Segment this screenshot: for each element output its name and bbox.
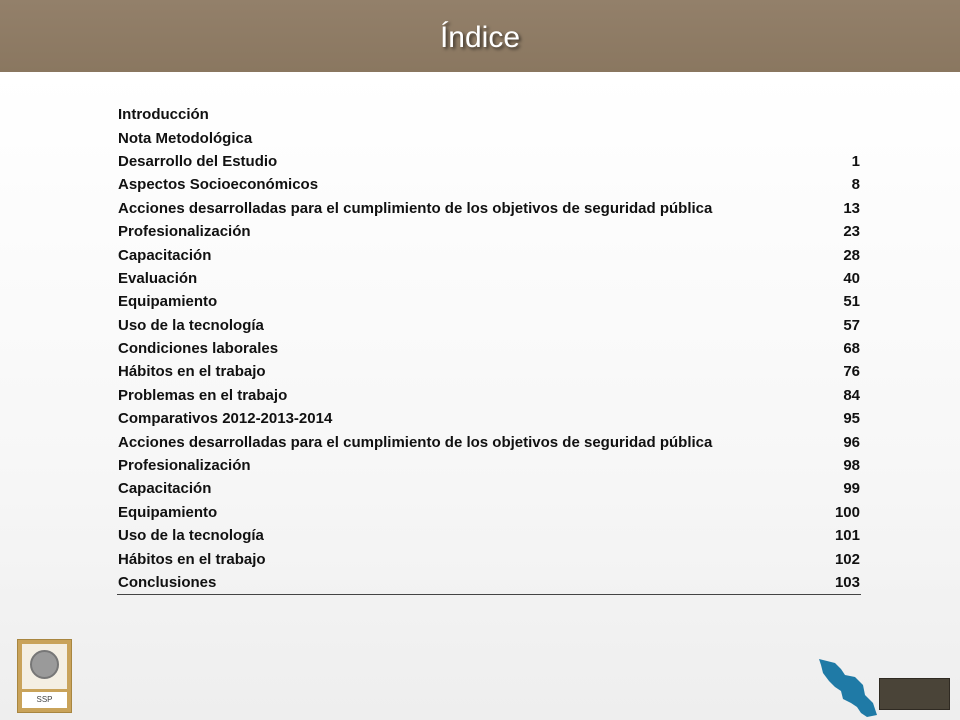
toc-entry-page: 84 xyxy=(843,386,860,404)
toc-row xyxy=(117,360,861,383)
toc-row xyxy=(117,571,861,595)
toc-entry-page: 57 xyxy=(843,316,860,334)
toc-row xyxy=(117,243,861,266)
toc-row xyxy=(117,126,861,149)
toc-entry-page: 8 xyxy=(851,176,860,194)
toc-entry-page: 28 xyxy=(843,246,860,264)
toc-entry-title: Profesionalización xyxy=(118,223,251,241)
toc-entry-page: 40 xyxy=(843,269,860,287)
toc-entry-page: 96 xyxy=(843,433,860,451)
toc-row xyxy=(117,547,861,570)
toc-entry-title: Equipamiento xyxy=(118,503,218,521)
toc-entry-page: 51 xyxy=(843,293,860,311)
page-title: Índice xyxy=(439,21,521,54)
toc-row xyxy=(117,103,861,126)
toc-entry-page: 103 xyxy=(829,571,861,595)
toc-row xyxy=(117,524,861,547)
toc-entry-title: Hábitos en el trabajo xyxy=(118,550,266,568)
toc-row xyxy=(117,197,861,220)
toc-entry-title: Aspectos Socioeconómicos xyxy=(118,176,319,194)
toc-entry-title: Nota Metodológica xyxy=(118,129,253,147)
toc-entry-page: 76 xyxy=(843,363,860,381)
toc-row xyxy=(117,290,861,313)
toc-entry-title: Capacitación xyxy=(118,480,212,498)
toc-entry-page xyxy=(829,103,861,126)
toc-entry-page: 95 xyxy=(843,410,860,428)
toc-entry-page: 23 xyxy=(843,223,860,241)
toc-entry-title: Desarrollo del Estudio xyxy=(118,152,278,170)
toc-entry-title: Conclusiones xyxy=(117,571,829,595)
toc-row xyxy=(117,173,861,196)
toc-entry-title: Uso de la tecnología xyxy=(118,527,264,545)
toc-entry-title: Condiciones laborales xyxy=(118,340,279,358)
state-map-icon xyxy=(815,655,879,719)
toc-entry-page: 68 xyxy=(843,340,860,358)
toc-entry-page: 100 xyxy=(834,503,860,521)
toc-entry-page: 13 xyxy=(843,199,860,217)
ssp-seal-icon xyxy=(30,650,59,679)
toc-entry-title: Evaluación xyxy=(118,269,198,287)
logo-emblem-panel xyxy=(22,644,67,689)
toc-entry-page: 99 xyxy=(843,480,860,498)
toc-entry-title: Acciones desarrolladas para el cumplimiento de los objetivos de seguridad pública xyxy=(118,433,713,451)
toc-row xyxy=(117,477,861,500)
toc-row xyxy=(117,220,861,243)
toc-entry-title: Comparativos 2012-2013-2014 xyxy=(118,410,333,428)
toc-entry-title: Acciones desarrolladas para el cumplimiento de los objetivos de seguridad pública xyxy=(118,199,713,217)
toc-row xyxy=(117,384,861,407)
toc-entry-page: 101 xyxy=(834,527,860,545)
toc-row xyxy=(117,454,861,477)
logo-label: SSP xyxy=(22,692,67,708)
toc-row xyxy=(117,314,861,337)
toc-entry-title: Profesionalización xyxy=(118,457,251,475)
toc-entry-title: Problemas en el trabajo xyxy=(118,386,288,404)
toc-row xyxy=(117,150,861,173)
corner-block xyxy=(879,678,950,710)
toc-entry-page: 102 xyxy=(834,550,860,568)
toc-row xyxy=(117,337,861,360)
toc-entry-title: Hábitos en el trabajo xyxy=(118,363,266,381)
toc-row xyxy=(117,501,861,524)
toc-entry-page xyxy=(829,126,861,149)
toc-row xyxy=(117,407,861,430)
toc-entry-page: 1 xyxy=(851,152,860,170)
toc-row xyxy=(117,430,861,453)
toc-entry-title: Capacitación xyxy=(118,246,212,264)
toc-entry-page: 98 xyxy=(843,457,860,475)
toc-entry-title: Introducción xyxy=(118,106,209,124)
toc-entry-title: Uso de la tecnología xyxy=(118,316,264,334)
table-of-contents xyxy=(117,103,861,595)
toc-row xyxy=(117,267,861,290)
toc-entry-title: Equipamiento xyxy=(118,293,218,311)
ssp-logo xyxy=(17,639,72,713)
